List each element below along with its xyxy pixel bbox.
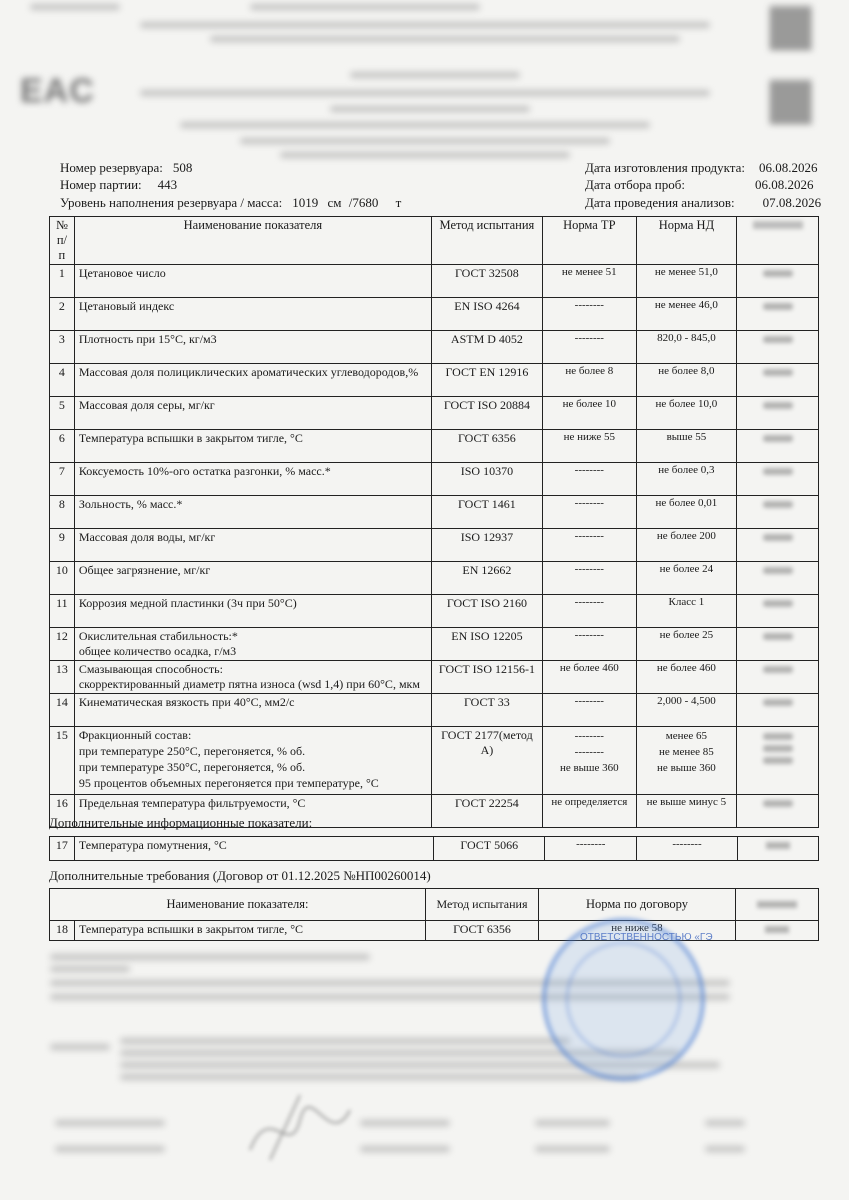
- norm-nd: Класс 1: [636, 595, 736, 628]
- norm-nd: 820,0 - 845,0: [636, 331, 736, 364]
- norm-nd: не более 0,01: [636, 496, 736, 529]
- norm-nd: не более 8,0: [636, 364, 736, 397]
- blurred-value: [763, 745, 793, 752]
- norm-tr: --------: [542, 331, 636, 364]
- method-text: ГОСТ 2177(метод А): [441, 728, 533, 757]
- norm-tr: --------: [542, 595, 636, 628]
- level-label: Уровень наполнения резервуара / масса:: [60, 195, 283, 210]
- norm-nd: [636, 727, 736, 795]
- blurred-value: [763, 757, 793, 764]
- row-number: 17: [50, 837, 75, 861]
- indicator-name: [74, 331, 431, 364]
- table-row: [50, 661, 819, 694]
- additional-requirements-label: Дополнительные требования (Договор от 01.12.2025 №НП00260014): [49, 868, 431, 883]
- indicator-subname-text: скорректированный диаметр пятна износа (wsd 1,4) при 60°С, мкм: [78, 677, 420, 691]
- indicator-name: [74, 463, 431, 496]
- row-number: 18: [50, 921, 75, 941]
- blurred-value: [763, 633, 793, 640]
- header-method: Метод испытания: [431, 217, 542, 265]
- indicator-name-text: Плотность при 15°С, кг/м3: [78, 332, 217, 346]
- norm-tr: не более 8: [542, 364, 636, 397]
- header-name: Наименование показателя: [74, 217, 431, 265]
- stamp-text: ОТВЕТСТВЕННОСТЬЮ «ГЭ: [580, 932, 713, 943]
- blurred-line: [120, 1038, 570, 1044]
- indicator-name-text: Зольность, % масс.*: [78, 497, 183, 511]
- header-norm: Норма по договору: [539, 889, 736, 921]
- tank-level: [60, 195, 401, 211]
- indicator-name-text: Массовая доля полициклических ароматических углеводородов,%: [78, 365, 419, 379]
- row-number: 4: [50, 364, 75, 397]
- method: ГОСТ ISO 20884: [431, 397, 542, 430]
- norm-tr: --------: [542, 694, 636, 727]
- indicator-name: [74, 529, 431, 562]
- blurred-line: [120, 1074, 640, 1080]
- indicator-name-text: Коксуемость 10%-ого остатка разгонки, % масс.*: [78, 464, 331, 478]
- result-cell: [737, 364, 819, 397]
- method: ASTM D 4052: [431, 331, 542, 364]
- indicator-name: [74, 496, 431, 529]
- method: ISO 10370: [431, 463, 542, 496]
- norm-nd-text: не выше 360: [657, 762, 716, 774]
- blurred-value: [763, 567, 793, 574]
- blurred-value: [763, 501, 793, 508]
- norm-tr: не определяется: [542, 795, 636, 828]
- norm-tr-text: не выше 360: [559, 762, 619, 774]
- row-number: 14: [50, 694, 75, 727]
- level-value: 1019: [292, 195, 319, 210]
- row-number: 2: [50, 298, 75, 331]
- method: ГОСТ 6356: [426, 921, 539, 941]
- row-number: 11: [50, 595, 75, 628]
- blurred-value: [763, 800, 793, 807]
- blurred-value: [763, 600, 793, 607]
- row-number: 8: [50, 496, 75, 529]
- row-number: 15: [50, 727, 75, 795]
- table-row: [50, 837, 819, 861]
- blurred-line: [330, 106, 530, 112]
- norm-nd: не выше минус 5: [636, 795, 736, 828]
- blurred-line: [30, 4, 120, 10]
- result-cell: [737, 430, 819, 463]
- norm-tr: не более 460: [542, 661, 636, 694]
- production-date: [585, 160, 818, 176]
- blurred-value: [763, 733, 793, 740]
- table-row: [50, 397, 819, 430]
- indicator-name-text: Фракционный состав:: [78, 728, 192, 742]
- header-tr: Норма ТР: [542, 217, 636, 265]
- table-row: [50, 298, 819, 331]
- blurred-value: [763, 534, 793, 541]
- indicator-name: Температура помутнения, °С: [74, 837, 434, 861]
- indicator-name-text: Цетановое число: [78, 266, 166, 280]
- norm-tr-text: --------: [574, 730, 604, 742]
- header-method: Метод испытания: [426, 889, 539, 921]
- blurred-value: [763, 402, 793, 409]
- method: [431, 727, 542, 795]
- blurred-line: [210, 36, 680, 42]
- indicator-name-text: Массовая доля воды, мг/кг: [78, 530, 216, 544]
- method: ГОСТ 22254: [431, 795, 542, 828]
- tank-number: [60, 160, 192, 176]
- tank-label: Номер резервуара:: [60, 160, 163, 175]
- norm-tr: --------: [542, 529, 636, 562]
- row-number: 1: [50, 265, 75, 298]
- indicator-name: [74, 661, 431, 694]
- blurred-value: [763, 699, 793, 706]
- analysis-date-label: Дата проведения анализов:: [585, 195, 735, 210]
- header-nd: Норма НД: [636, 217, 736, 265]
- indicator-subname-text: 95 процентов объемных перегоняется при температуре, °С: [78, 776, 379, 790]
- blurred-header: [0, 0, 849, 160]
- result-cell: [737, 727, 819, 795]
- sample-date-label: Дата отбора проб:: [585, 177, 685, 192]
- result-cell: [737, 397, 819, 430]
- indicator-name: [74, 397, 431, 430]
- norm-nd: --------: [637, 837, 737, 861]
- blurred-line: [280, 152, 570, 158]
- additional-info-label: Дополнительные информационные показатели:: [49, 815, 313, 830]
- row-number: 10: [50, 562, 75, 595]
- method: EN 12662: [431, 562, 542, 595]
- norm-nd: не более 460: [636, 661, 736, 694]
- blurred-value: [763, 435, 793, 442]
- table-row: [50, 496, 819, 529]
- table-header-row: [50, 889, 819, 921]
- production-date-label: Дата изготовления продукта:: [585, 160, 746, 175]
- norm-nd: не более 200: [636, 529, 736, 562]
- blurred-value: [763, 303, 793, 310]
- analysis-table: [49, 216, 819, 828]
- indicator-name-text: Цетановый индекс: [78, 299, 175, 313]
- table-row: [50, 265, 819, 298]
- indicator-name: Предельная температура фильтруемости, °С: [74, 795, 431, 828]
- indicator-name-text: Температура вспышки в закрытом тигле, °С: [78, 431, 303, 445]
- batch-label: Номер партии:: [60, 177, 142, 192]
- indicator-name: [74, 265, 431, 298]
- batch-value: 443: [157, 177, 178, 192]
- method: ГОСТ 1461: [431, 496, 542, 529]
- indicator-name-text: Смазывающая способность:: [78, 662, 223, 676]
- result-cell: [737, 837, 818, 861]
- indicator-name: [74, 562, 431, 595]
- indicator-name-text: Массовая доля серы, мг/кг: [78, 398, 215, 412]
- result-cell: [737, 562, 819, 595]
- result-cell: [737, 795, 819, 828]
- norm-nd: не более 10,0: [636, 397, 736, 430]
- row-number: 9: [50, 529, 75, 562]
- blurred-line: [535, 1146, 610, 1152]
- table-row: [50, 595, 819, 628]
- blurred-line: [50, 954, 370, 960]
- norm-nd-text: не менее 85: [659, 746, 714, 758]
- blurred-line: [350, 72, 520, 78]
- norm-tr: --------: [542, 298, 636, 331]
- header-result: [736, 889, 819, 921]
- row-number: 5: [50, 397, 75, 430]
- norm-nd: не более 0,3: [636, 463, 736, 496]
- result-cell: [737, 265, 819, 298]
- blurred-line: [55, 1120, 165, 1126]
- method: ГОСТ ISO 12156-1: [431, 661, 542, 694]
- blurred-line: [705, 1120, 745, 1126]
- indicator-name: Температура вспышки в закрытом тигле, °С: [75, 921, 426, 941]
- sample-date-value: 06.08.2026: [755, 177, 814, 192]
- result-cell: [737, 628, 819, 661]
- qr-code-icon: [770, 6, 812, 50]
- table-row: [50, 628, 819, 661]
- method: EN ISO 12205: [431, 628, 542, 661]
- norm-nd: не более 24: [636, 562, 736, 595]
- norm-tr: не менее 51: [542, 265, 636, 298]
- row-number: 3: [50, 331, 75, 364]
- mass-value: /7680: [348, 195, 379, 210]
- blurred-line: [250, 4, 480, 10]
- method: ГОСТ 33: [431, 694, 542, 727]
- norm-nd: 2,000 - 4,500: [636, 694, 736, 727]
- method: ГОСТ 32508: [431, 265, 542, 298]
- norm-tr: --------: [545, 837, 637, 861]
- result-cell: [737, 331, 819, 364]
- result-cell: [737, 661, 819, 694]
- table-row: [50, 364, 819, 397]
- norm-nd: не менее 51,0: [636, 265, 736, 298]
- method: ГОСТ EN 12916: [431, 364, 542, 397]
- indicator-name-text: Окислительная стабильность:*: [78, 629, 238, 643]
- result-cell: [737, 463, 819, 496]
- norm-nd-text: менее 65: [665, 730, 708, 742]
- table-row: [50, 727, 819, 795]
- additional-info-table: [49, 836, 819, 861]
- indicator-name-text: Кинематическая вязкость при 40°С, мм2/с: [78, 695, 295, 709]
- norm-tr: --------: [542, 562, 636, 595]
- blurred-line: [140, 90, 710, 96]
- norm-tr: --------: [542, 628, 636, 661]
- header-result: [737, 217, 819, 265]
- method: ГОСТ 6356: [431, 430, 542, 463]
- result-cell: [737, 694, 819, 727]
- result-cell: [737, 298, 819, 331]
- indicator-name: [74, 298, 431, 331]
- row-number: 6: [50, 430, 75, 463]
- table-row: [50, 331, 819, 364]
- result-cell: [736, 921, 819, 941]
- result-cell: [737, 496, 819, 529]
- indicator-subname-text: при температуре 250°С, перегоняется, % об.: [78, 744, 306, 758]
- norm-tr: [542, 727, 636, 795]
- qr-code-icon: [770, 80, 812, 124]
- blurred-line: [140, 22, 710, 28]
- table-row: [50, 562, 819, 595]
- blurred-value: [763, 369, 793, 376]
- table-row: [50, 430, 819, 463]
- blurred-line: [535, 1120, 610, 1126]
- blurred-line: [360, 1120, 450, 1126]
- method: ГОСТ ISO 2160: [431, 595, 542, 628]
- row-number: 16: [50, 795, 75, 828]
- result-cell: [737, 529, 819, 562]
- header-name: Наименование показателя:: [50, 889, 426, 921]
- analysis-date: [585, 195, 821, 211]
- table-row: [50, 694, 819, 727]
- norm-contract: не ниже 58: [539, 921, 736, 941]
- method: EN ISO 4264: [431, 298, 542, 331]
- method: ISO 12937: [431, 529, 542, 562]
- blurred-value: [763, 468, 793, 475]
- blurred-line: [180, 122, 650, 128]
- indicator-name-text: Общее загрязнение, мг/кг: [78, 563, 211, 577]
- indicator-name: [74, 364, 431, 397]
- blurred-value: [763, 270, 793, 277]
- norm-tr: --------: [542, 496, 636, 529]
- row-number: 13: [50, 661, 75, 694]
- indicator-subname-text: при температуре 350°С, перегоняется, % об.: [78, 760, 306, 774]
- blurred-value: [763, 666, 793, 673]
- indicator-name: [74, 595, 431, 628]
- norm-tr: --------: [542, 463, 636, 496]
- blurred-line: [240, 138, 610, 144]
- blurred-footer: [0, 940, 849, 1200]
- indicator-name: [74, 694, 431, 727]
- sample-date: [585, 177, 814, 193]
- norm-tr: не ниже 55: [542, 430, 636, 463]
- eac-logo: EAC: [20, 72, 95, 110]
- indicator-name: [74, 727, 431, 795]
- blurred-value: [763, 336, 793, 343]
- row-number: 7: [50, 463, 75, 496]
- blurred-line: [50, 1044, 110, 1050]
- header-num: № п/п: [50, 217, 75, 265]
- level-unit: см: [327, 195, 342, 210]
- indicator-name: [74, 628, 431, 661]
- method: ГОСТ 5066: [434, 837, 545, 861]
- table-row: [50, 463, 819, 496]
- indicator-subname-text: общее количество осадка, г/м3: [78, 644, 237, 658]
- blurred-line: [705, 1146, 745, 1152]
- row-number: 12: [50, 628, 75, 661]
- mass-unit: т: [395, 195, 402, 210]
- norm-nd: не более 25: [636, 628, 736, 661]
- indicator-name-text: Коррозия медной пластинки (3ч при 50°С): [78, 596, 297, 610]
- analysis-date-value: 07.08.2026: [762, 195, 822, 210]
- norm-tr-text: --------: [574, 746, 604, 758]
- result-cell: [737, 595, 819, 628]
- blurred-line: [55, 1146, 165, 1152]
- norm-nd: не менее 46,0: [636, 298, 736, 331]
- blurred-line: [360, 1146, 450, 1152]
- signature-icon: [240, 1090, 360, 1170]
- production-date-value: 06.08.2026: [759, 160, 818, 175]
- tank-value: 508: [172, 160, 193, 175]
- batch-number: [60, 177, 177, 193]
- blurred-line: [50, 966, 130, 972]
- norm-tr: не более 10: [542, 397, 636, 430]
- table-row: [50, 529, 819, 562]
- indicator-name: [74, 430, 431, 463]
- norm-nd: выше 55: [636, 430, 736, 463]
